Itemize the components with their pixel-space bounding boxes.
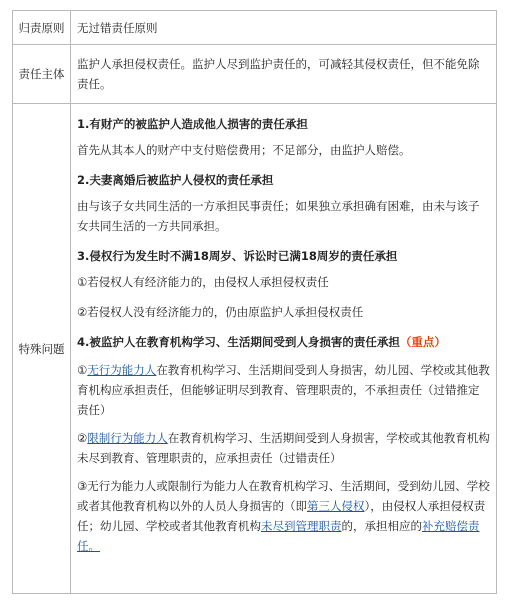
link-supplementary-liability[interactable]: 补充赔偿责任。 [77,519,480,553]
key-point-badge: （重点） [399,335,446,349]
row-label: 归责原则 [13,11,71,45]
row-label: 特殊问题 [13,104,71,594]
item-text: 在教育机构学习、生活期间受到人身损害，学校或其他教育机构未尽到教育、管理职责的，应承担责任（过错责任） [77,431,490,465]
item-text: 在教育机构学习、生活期间受到人身损害，幼儿园、学校或其他教育机构应承担责任，但能够证明尽到教育、管理职责的，不承担责任（过错推定责任） [77,363,490,417]
item-prefix: ② [77,431,88,445]
section-item-4-1 [77,360,490,420]
link-incapacitated-person[interactable]: 无行为能力人 [87,363,157,377]
section-title-2: 2.夫妻离婚后被监护人侵权的责任承担 [77,173,274,187]
section-item-3-2: ②若侵权人没有经济能力的，仍由原监护人承担侵权责任 [77,305,364,319]
special-issues-content [71,104,497,594]
item-text-c: 的，承担相应的 [341,519,422,533]
link-third-party-tort[interactable]: 第三人侵权 [307,499,365,513]
link-limited-capacity-person[interactable]: 限制行为能力人 [87,431,168,445]
row-special-issues [13,104,497,594]
section-title-4 [77,332,490,352]
item-text-b: ），由侵权人承担侵权责任；幼儿园、学校或者其他教育机构 [77,499,486,533]
section-item-3-1: ①若侵权人有经济能力的，由侵权人承担侵权责任 [77,275,329,289]
section-body-2: 由与该子女共同生活的一方承担民事责任；如果独立承担确有困难，由未与该子女共同生活的一方共同承担。 [77,199,480,233]
section-title-1: 1.有财产的被监护人造成他人损害的责任承担 [77,117,308,131]
section-body-1: 首先从其本人的财产中支付赔偿费用；不足部分，由监护人赔偿。 [77,143,411,157]
row-imputation-principle [13,11,497,45]
liability-table [12,10,497,594]
section-title-3: 3.侵权行为发生时不满18周岁、诉讼时已满18周岁的责任承担 [77,249,398,263]
item-prefix: ① [77,363,88,377]
item-text-a: ③无行为能力人或限制行为能力人在教育机构学习、生活期间，受到幼儿园、学校或者其他教育机构以外的人员人身损害的（即 [77,479,490,513]
row-value: 无过错责任原则 [71,11,497,45]
section-item-4-3 [77,476,490,556]
section-title-4-text: 4.被监护人在教育机构学习、生活期间受到人身损害的责任承担 [77,335,400,349]
section-item-4-2 [77,428,490,468]
link-failed-management-duty[interactable]: 未尽到管理职责 [261,519,342,533]
row-label: 责任主体 [13,45,71,104]
row-liability-subject [13,45,497,104]
row-value: 监护人承担侵权责任。监护人尽到监护责任的，可减轻其侵权责任，但不能免除责任。 [71,45,497,104]
